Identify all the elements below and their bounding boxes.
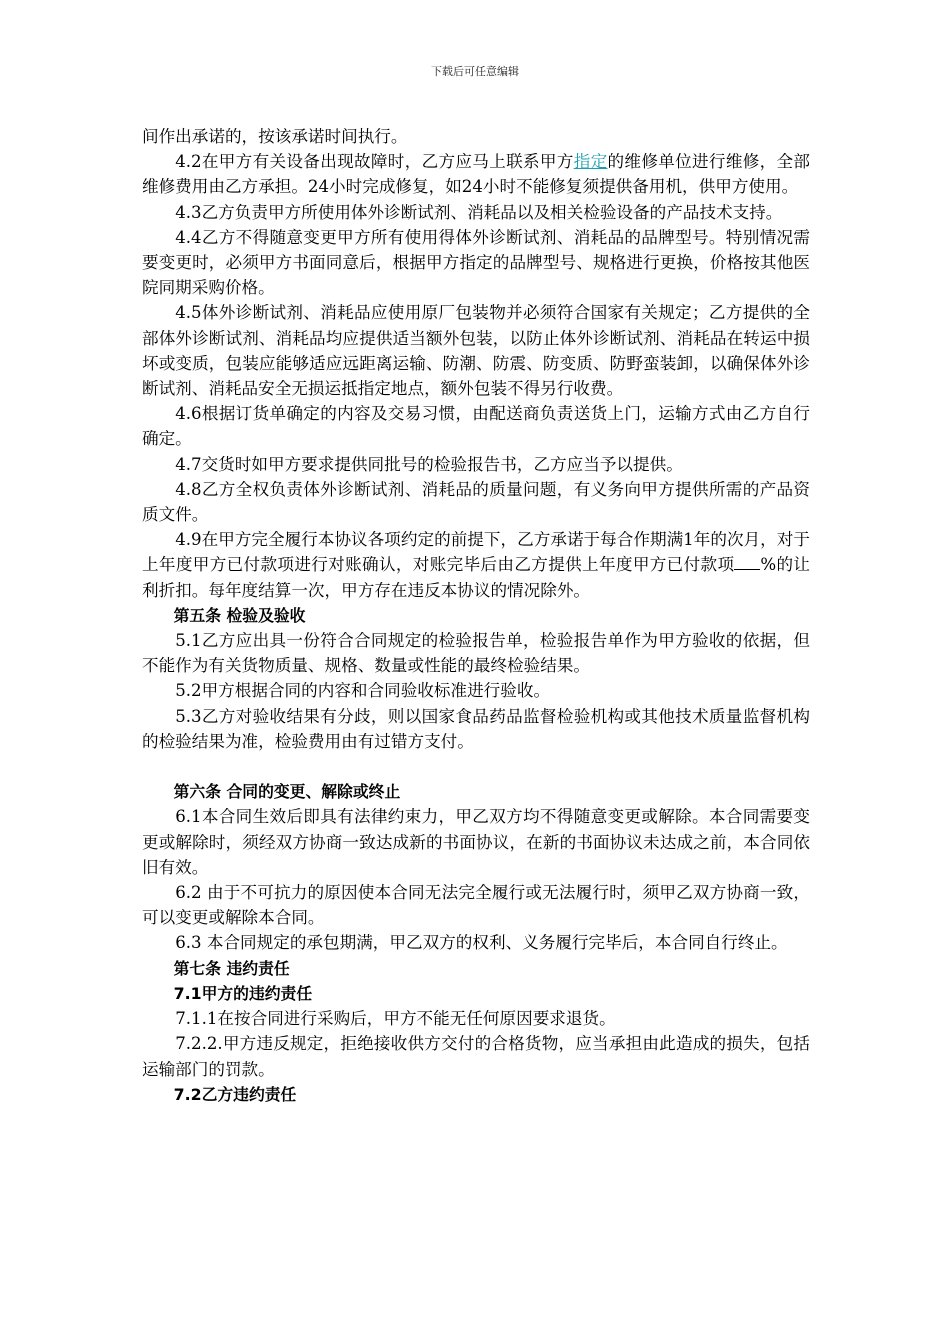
article-6-heading: 第六条 合同的变更、解除或终止 xyxy=(173,782,401,802)
document-body xyxy=(142,124,810,1107)
paragraph-4-2 xyxy=(142,149,810,199)
paragraph-5-2: 5.2甲方根据合同的内容和合同验收标准进行验收。 xyxy=(175,681,551,701)
article-5-heading: 第五条 检验及验收 xyxy=(173,605,306,625)
paragraph-4-6: 4.6根据订货单确定的内容及交易习惯，由配送商负责送货上门，运输方式由乙方自行确定。 xyxy=(142,404,810,449)
spacer xyxy=(142,754,810,779)
page-header: 下载后可任意编辑 xyxy=(431,65,519,78)
section-7-2-heading: 7.2乙方违约责任 xyxy=(173,1084,297,1104)
paragraph-4-3: 4.3乙方负责甲方所使用体外诊断试剂、消耗品以及相关检验设备的产品技术支持。 xyxy=(175,202,783,222)
paragraph-4-9 xyxy=(142,527,810,603)
paragraph-text: 4.9在甲方完全履行本协议各项约定的前提下，乙方承诺于每合作期满1年的次月，对于上年度甲方已付款项进行对账确认，对账完毕后由乙方提供上年度甲方已付款项 xyxy=(142,530,810,575)
designated-link[interactable]: 指定 xyxy=(573,152,608,172)
paragraph-4-8: 4.8乙方全权负责体外诊断试剂、消耗品的质量问题，有义务向甲方提供所需的产品资质文件。 xyxy=(142,479,810,525)
paragraph-6-2: 6.2 由于不可抗力的原因使本合同无法完全履行或无法履行时，须甲乙双方协商一致，可以变更或解除本合同。 xyxy=(142,883,810,928)
paragraph-4-5: 4.5体外诊断试剂、消耗品应使用原厂包装物并必须符合国家有关规定；乙方提供的全部体外诊断试剂、消耗品均应提供适当额外包装，以防止体外诊断试剂、消耗品在转运中损坏或变质，包装应能够适应远距离运输、防潮、防震、防变质、防野蛮装卸，以确保体外诊断试剂、消耗品安全无损运抵指定地点，额外包装不得另行收费。 xyxy=(142,303,810,399)
paragraph-text: %的让利折扣。每年度结算一次，甲方存在违反本协议的情况除外。 xyxy=(142,555,810,600)
percent-blank xyxy=(734,555,760,570)
paragraph-text: 4.2在甲方有关设备出现故障时，乙方应马上联系甲方 xyxy=(175,152,574,172)
paragraph-text: 的维修单位进行维修，全部维修费用由乙方承担。24小时完成修复，如24小时不能修复须提供备用机，供甲方使用。 xyxy=(142,152,811,197)
section-7-1-heading: 7.1甲方的违约责任 xyxy=(173,983,313,1003)
paragraph-7-2-2: 7.2.2.甲方违反规定，拒绝接收供方交付的合格货物，应当承担由此造成的损失，包括运输部门的罚款。 xyxy=(142,1034,810,1079)
paragraph-5-1: 5.1乙方应出具一份符合合同规定的检验报告单，检验报告单作为甲方验收的依据，但不能作为有关货物质量、规格、数量或性能的最终检验结果。 xyxy=(142,631,810,676)
paragraph-4-4: 4.4乙方不得随意变更甲方所有使用得体外诊断试剂、消耗品的品牌型号。特别情况需要变更时，必须甲方书面同意后，根据甲方指定的品牌型号、规格进行更换，价格按其他医院同期采购价格。 xyxy=(142,227,810,298)
paragraph: 间作出承诺的，按该承诺时间执行。 xyxy=(142,127,408,146)
paragraph-6-1: 6.1本合同生效后即具有法律约束力，甲乙双方均不得随意变更或解除。本合同需要变更或解除时，须经双方协商一致达成新的书面协议，在新的书面协议未达成之前，本合同依旧有效。 xyxy=(142,807,810,877)
paragraph-4-7: 4.7交货时如甲方要求提供同批号的检验报告书，乙方应当予以提供。 xyxy=(175,454,683,474)
paragraph-5-3: 5.3乙方对验收结果有分歧，则以国家食品药品监督检验机构或其他技术质量监督机构的检验结果为准，检验费用由有过错方支付。 xyxy=(142,706,810,751)
paragraph-7-1-1: 7.1.1在按合同进行采购后，甲方不能无任何原因要求退货。 xyxy=(175,1009,616,1029)
article-7-heading: 第七条 违约责任 xyxy=(173,958,290,978)
paragraph-6-3: 6.3 本合同规定的承包期满，甲乙双方的权利、义务履行完毕后，本合同自行终止。 xyxy=(175,933,788,953)
